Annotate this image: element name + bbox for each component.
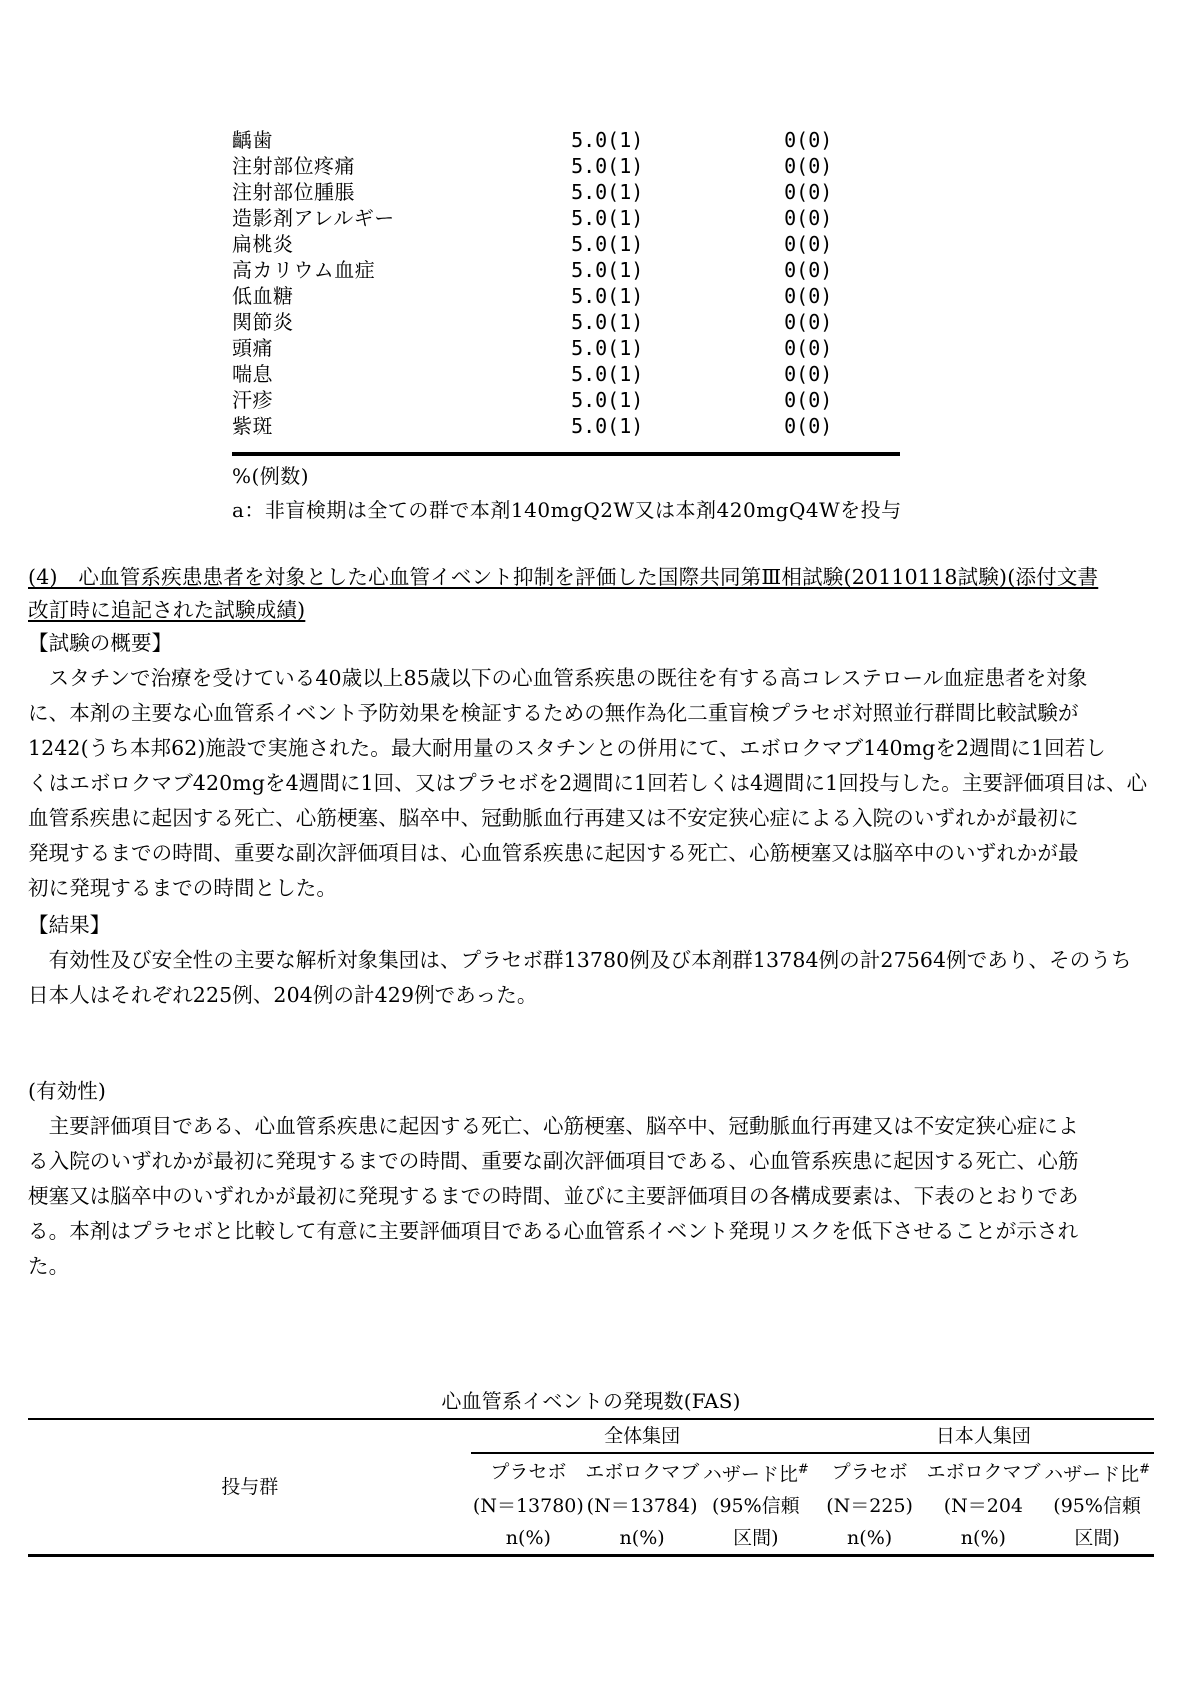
cv-row-header-label: 投与群 xyxy=(28,1419,471,1556)
cv-col-unit: 区間) xyxy=(733,1527,779,1550)
section-heading-line-2: 改訂時に追記された試験成績) xyxy=(28,598,306,622)
study-results-block xyxy=(28,908,1158,1013)
efficacy-line: 梗塞又は脳卒中のいずれかが最初に発現するまでの時間、並びに主要評価項目の各構成要素は、下表のとおりであ xyxy=(28,1184,1079,1208)
footnote-a: a：非盲検期は全ての群で本剤140mgQ2W又は本剤420mgQ4Wを投与 xyxy=(232,498,902,522)
section-heading xyxy=(28,561,1158,627)
overview-line: 発現するまでの時間、重要な副次評価項目は、心血管系疾患に起因する死亡、心筋梗塞又は脳卒中のいずれかが最 xyxy=(28,841,1079,865)
overview-label: 【試験の概要】 xyxy=(28,631,173,655)
efficacy-line: た。 xyxy=(28,1254,70,1278)
ae-value-1: 5.0(1) xyxy=(571,284,644,308)
ae-value-1: 5.0(1) xyxy=(571,336,644,360)
cv-col-name xyxy=(471,1453,585,1490)
efficacy-label: (有効性) xyxy=(28,1079,106,1103)
cv-col-name-text: ハザード比 xyxy=(1044,1463,1140,1486)
cv-header-bottom-rule xyxy=(28,1556,1154,1558)
ae-name: 紫斑 xyxy=(232,414,273,438)
ae-name: 汗疹 xyxy=(232,388,273,412)
overview-line: 初に発現するまでの時間とした。 xyxy=(28,876,337,900)
table-row xyxy=(232,414,902,440)
efficacy-block xyxy=(28,1038,1158,1284)
table-row xyxy=(232,154,902,180)
cv-group-japanese: 日本人集団 xyxy=(813,1419,1154,1453)
ae-value-1: 5.0(1) xyxy=(571,128,644,152)
table-row xyxy=(232,362,902,388)
ae-name: 喘息 xyxy=(232,362,273,386)
table-row xyxy=(232,336,902,362)
dagger-marker: # xyxy=(797,1462,809,1477)
table-row xyxy=(232,310,902,336)
table-row xyxy=(232,258,902,284)
cv-col-unit: 区間) xyxy=(1074,1527,1120,1550)
ae-value-1: 5.0(1) xyxy=(571,310,644,334)
ae-name: 関節炎 xyxy=(232,310,294,334)
cv-col-unit: n(%) xyxy=(505,1527,551,1550)
section-heading-line-1: (4) 心血管系疾患患者を対象とした心血管イベント抑制を評価した国際共同第Ⅲ相試験(20110118試験)(添付文書 xyxy=(28,565,1099,589)
efficacy-line: 主要評価項目である、心血管系疾患に起因する死亡、心筋梗塞、脳卒中、冠動脈血行再建又は不安定狭心症によ xyxy=(28,1114,1079,1138)
cv-col-name xyxy=(699,1453,813,1490)
cv-col-n: (N＝204 xyxy=(943,1495,1024,1518)
overview-line: に、本剤の主要な心血管系イベント予防効果を検証するための無作為化二重盲検プラセボ対照並行群間比較試験が xyxy=(28,701,1079,725)
cv-col-name-text: プラセボ xyxy=(490,1461,567,1484)
cv-col-n: (95%信頼 xyxy=(1053,1495,1141,1518)
cv-col-unit: n(%) xyxy=(960,1527,1006,1550)
table-bottom-rule xyxy=(232,452,900,456)
adverse-event-table-body xyxy=(232,128,902,440)
cv-col-name xyxy=(813,1453,927,1490)
ae-value-2: 0(0) xyxy=(784,232,833,256)
ae-value-2: 0(0) xyxy=(784,206,833,230)
unit-note: %(例数) xyxy=(232,464,310,488)
efficacy-line: る入院のいずれかが最初に発現するまでの時間、重要な副次評価項目である、心血管系疾患に起因する死亡、心筋 xyxy=(28,1149,1079,1173)
cv-col-name xyxy=(585,1453,699,1490)
cv-col-n: (N＝225) xyxy=(826,1495,913,1518)
table-row xyxy=(232,388,902,414)
cv-col-name xyxy=(926,1453,1040,1490)
ae-name: 注射部位疼痛 xyxy=(232,154,355,178)
cv-events-table xyxy=(28,1385,1154,1557)
cv-col-name-text: ハザード比 xyxy=(702,1463,798,1486)
ae-value-2: 0(0) xyxy=(784,362,833,386)
cv-col-name xyxy=(1040,1453,1154,1490)
table-row xyxy=(232,284,902,310)
ae-name: 頭痛 xyxy=(232,336,273,360)
cv-col-name-text: エボロクマブ xyxy=(926,1461,1041,1484)
ae-name: 齲歯 xyxy=(232,128,273,152)
cv-col-n: (N＝13784) xyxy=(586,1495,698,1518)
cv-table-caption: 心血管系イベントの発現数(FAS) xyxy=(441,1389,741,1413)
cv-group-overall: 全体集団 xyxy=(471,1419,812,1453)
cv-header-bottom-rule-row xyxy=(28,1556,1154,1558)
cv-col-n: (95%信頼 xyxy=(712,1495,800,1518)
ae-value-2: 0(0) xyxy=(784,310,833,334)
cv-col-n: (N＝13780) xyxy=(472,1495,584,1518)
table-row xyxy=(232,128,902,154)
table-row xyxy=(232,180,902,206)
ae-value-1: 5.0(1) xyxy=(571,414,644,438)
efficacy-line: る。本剤はプラセボと比較して有意に主要評価項目である心血管系イベント発現リスクを低下させることが示され xyxy=(28,1219,1079,1243)
ae-value-2: 0(0) xyxy=(784,336,833,360)
results-line: 有効性及び安全性の主要な解析対象集団は、プラセボ群13780例及び本剤群13784例の計27564例であり、そのうち xyxy=(28,948,1132,972)
cv-col-name-text: プラセボ xyxy=(831,1461,908,1484)
ae-value-1: 5.0(1) xyxy=(571,206,644,230)
ae-value-1: 5.0(1) xyxy=(571,154,644,178)
ae-value-2: 0(0) xyxy=(784,414,833,438)
ae-name: 低血糖 xyxy=(232,284,294,308)
ae-value-2: 0(0) xyxy=(784,388,833,412)
overview-line: スタチンで治療を受けている40歳以上85歳以下の心血管系疾患の既往を有する高コレステロール血症患者を対象 xyxy=(28,666,1088,690)
ae-value-2: 0(0) xyxy=(784,154,833,178)
overview-line: 1242(うち本邦62)施設で実施された。最大耐用量のスタチンとの併用にて、エボロクマブ140mgを2週間に1回若し xyxy=(28,736,1106,760)
ae-value-2: 0(0) xyxy=(784,258,833,282)
ae-value-2: 0(0) xyxy=(784,128,833,152)
cv-col-unit: n(%) xyxy=(619,1527,665,1550)
cv-col-unit: n(%) xyxy=(847,1527,893,1550)
ae-value-2: 0(0) xyxy=(784,180,833,204)
table-row xyxy=(232,206,902,232)
ae-name: 扁桃炎 xyxy=(232,232,294,256)
cv-group-header-row xyxy=(28,1419,1154,1453)
study-overview-block xyxy=(28,626,1158,906)
ae-value-1: 5.0(1) xyxy=(571,258,644,282)
ae-value-1: 5.0(1) xyxy=(571,180,644,204)
ae-name: 造影剤アレルギー xyxy=(232,206,395,230)
ae-name: 注射部位腫脹 xyxy=(232,180,355,204)
ae-value-1: 5.0(1) xyxy=(571,388,644,412)
ae-value-1: 5.0(1) xyxy=(571,362,644,386)
overview-line: 血管系疾患に起因する死亡、心筋梗塞、脳卒中、冠動脈血行再建又は不安定狭心症による入院のいずれかが最初に xyxy=(28,806,1079,830)
adverse-event-table xyxy=(232,128,902,440)
results-line: 日本人はそれぞれ225例、204例の計429例であった。 xyxy=(28,983,538,1007)
ae-value-2: 0(0) xyxy=(784,284,833,308)
ae-value-1: 5.0(1) xyxy=(571,232,644,256)
overview-line: くはエボロクマブ420mgを4週間に1回、又はプラセボを2週間に1回若しくは4週間に1回投与した。主要評価項目は、心 xyxy=(28,771,1148,795)
table-row xyxy=(232,232,902,258)
dagger-marker: # xyxy=(1139,1462,1151,1477)
cv-col-name-text: エボロクマブ xyxy=(585,1461,700,1484)
ae-name: 高カリウム血症 xyxy=(232,258,376,282)
results-label: 【結果】 xyxy=(28,913,111,937)
